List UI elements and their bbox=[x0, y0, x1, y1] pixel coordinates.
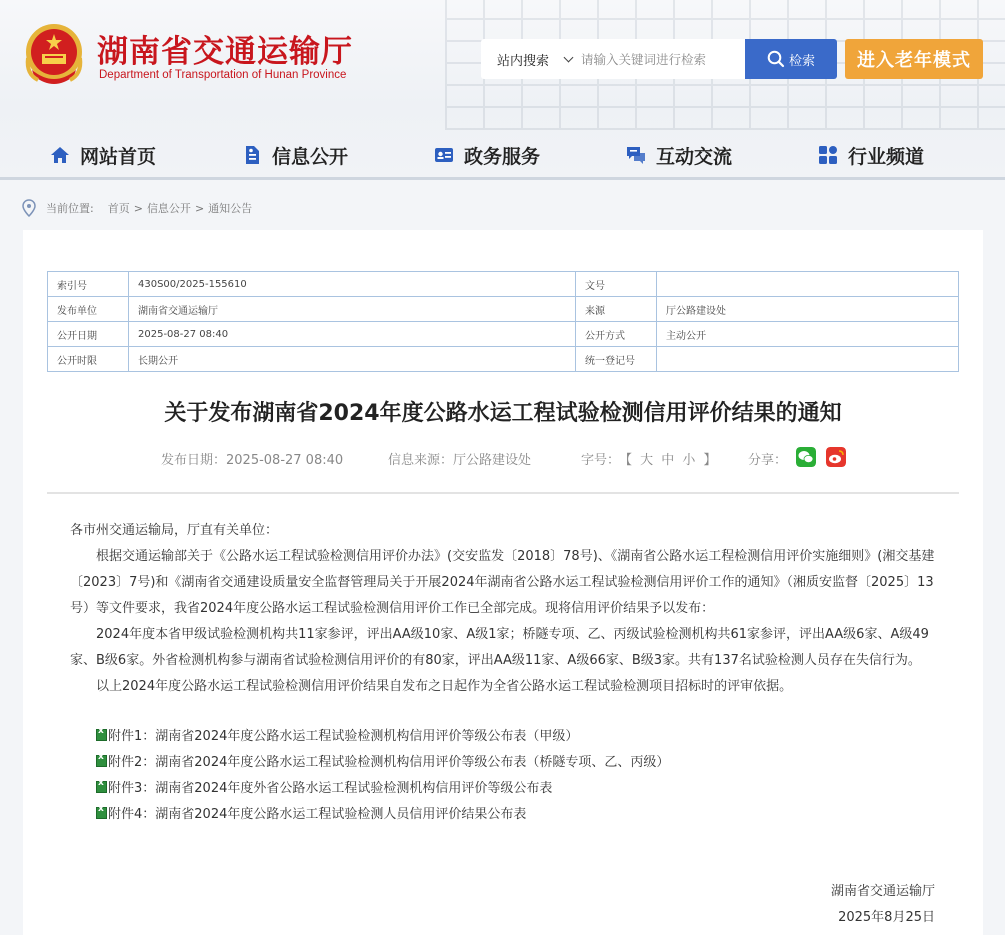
breadcrumb-separator: > bbox=[194, 201, 205, 215]
id-card-icon bbox=[434, 145, 454, 165]
document-meta-table bbox=[47, 271, 959, 372]
meta-key: 公开时限 bbox=[48, 347, 129, 372]
nav-item-home[interactable] bbox=[50, 138, 156, 172]
excel-file-icon bbox=[96, 729, 107, 741]
grid-icon bbox=[818, 145, 838, 165]
home-icon bbox=[50, 145, 70, 165]
breadcrumb-prefix: 当前位置: bbox=[46, 202, 94, 215]
nav-item-gov-services[interactable] bbox=[434, 138, 540, 172]
breadcrumb bbox=[22, 198, 256, 218]
meta-value bbox=[657, 272, 959, 297]
nav-item-label: 信息公开 bbox=[272, 145, 349, 168]
meta-key: 公开日期 bbox=[48, 322, 129, 347]
font-size-label: 字号： bbox=[581, 453, 621, 468]
breadcrumb-item-home[interactable]: 首页 bbox=[107, 202, 130, 215]
search-input[interactable] bbox=[581, 44, 741, 74]
document-icon bbox=[242, 145, 262, 165]
attachment-label: 附件1：湖南省2024年度公路水运工程试验检测机构信用评价等级公布表（甲级） bbox=[108, 729, 579, 744]
article-title: 关于发布湖南省2024年度公路水运工程试验检测信用评价结果的通知 bbox=[164, 401, 842, 426]
table-row bbox=[48, 322, 959, 347]
search-scope-label: 站内搜索 bbox=[497, 53, 550, 69]
attachment-label: 附件2：湖南省2024年度公路水运工程试验检测机构信用评价等级公布表（桥隧专项、乙、丙级） bbox=[108, 755, 670, 770]
nav-item-label: 互动交流 bbox=[656, 145, 733, 168]
nav-item-label: 政务服务 bbox=[464, 145, 541, 168]
meta-value: 2025-08-27 08:40 bbox=[129, 322, 576, 347]
attachment-link[interactable] bbox=[96, 777, 552, 796]
breadcrumb-item-info-disclosure[interactable]: 信息公开 bbox=[146, 202, 191, 215]
weibo-icon[interactable] bbox=[826, 447, 846, 467]
location-pin-icon bbox=[22, 199, 36, 217]
attachment-label: 附件3：湖南省2024年度外省公路水运工程试验检测机构信用评价等级公布表 bbox=[108, 781, 553, 796]
site-header bbox=[0, 0, 1005, 180]
meta-key: 索引号 bbox=[48, 272, 129, 297]
article-body bbox=[70, 518, 936, 700]
meta-value: 厅公路建设处 bbox=[657, 297, 959, 322]
article-panel bbox=[23, 230, 983, 935]
table-row bbox=[48, 297, 959, 322]
nav-item-label: 网站首页 bbox=[80, 145, 157, 168]
meta-key: 发布单位 bbox=[48, 297, 129, 322]
breadcrumb-item-notice[interactable]: 通知公告 bbox=[208, 202, 253, 215]
elder-mode-button[interactable]: 进入老年模式 bbox=[845, 39, 983, 79]
signature-date: 2025年8月25日 bbox=[838, 910, 935, 925]
share-label: 分享： bbox=[748, 453, 788, 468]
table-row bbox=[48, 347, 959, 372]
divider bbox=[47, 492, 959, 494]
nav-item-industry-channel[interactable] bbox=[818, 138, 924, 172]
nav-item-info-disclosure[interactable] bbox=[242, 138, 348, 172]
meta-key: 来源 bbox=[576, 297, 657, 322]
info-source: 信息来源：厅公路建设处 bbox=[388, 453, 532, 468]
article-salutation: 各市州交通运输局，厅直有关单位： bbox=[70, 523, 279, 538]
table-row bbox=[48, 272, 959, 297]
search-icon bbox=[767, 50, 785, 68]
nav-item-label: 行业频道 bbox=[848, 145, 925, 168]
meta-key: 公开方式 bbox=[576, 322, 657, 347]
search-button-label: 检索 bbox=[788, 53, 815, 69]
excel-file-icon bbox=[96, 807, 107, 819]
font-size-control[interactable]: 【 大 中 小 】 bbox=[619, 453, 719, 468]
meta-value bbox=[657, 347, 959, 372]
search-button[interactable] bbox=[745, 39, 837, 79]
meta-value: 430S00/2025-155610 bbox=[129, 272, 576, 297]
meta-key: 文号 bbox=[576, 272, 657, 297]
article-paragraph: 以上2024年度公路水运工程试验检测信用评价结果自发布之日起作为全省公路水运工程试验检测项目招标时的评审依据。 bbox=[96, 679, 793, 694]
site-logo-title[interactable]: 湖南省交通运输厅 bbox=[97, 34, 353, 70]
meta-value: 主动公开 bbox=[657, 322, 959, 347]
attachment-link[interactable] bbox=[96, 751, 669, 770]
article-paragraph: 2024年度本省甲级试验检测机构共11家参评，评出AA级10家、A级1家；桥隧专项、乙、丙级试验检测机构共61家参评，评出AA级6家、A级49家、B级6家。外省检测机构参与湖南省试验检测信用评价的有80家，评出AA级11家、A级66家、B级3家。共有137名试验检测人员存在失信行为。 bbox=[70, 627, 929, 668]
meta-key: 统一登记号 bbox=[576, 347, 657, 372]
attachment-label: 附件4：湖南省2024年度公路水运工程试验检测人员信用评价结果公布表 bbox=[108, 807, 527, 822]
main-nav bbox=[0, 138, 1005, 172]
site-logo-subtitle[interactable]: Department of Transportation of Hunan Province bbox=[99, 69, 347, 81]
meta-value: 湖南省交通运输厅 bbox=[129, 297, 576, 322]
breadcrumb-separator: > bbox=[133, 201, 143, 215]
attachment-link[interactable] bbox=[96, 803, 526, 822]
wechat-icon[interactable] bbox=[796, 447, 816, 467]
excel-file-icon bbox=[96, 781, 107, 793]
meta-value: 长期公开 bbox=[129, 347, 576, 372]
national-emblem-icon[interactable] bbox=[22, 22, 86, 88]
article-info-bar bbox=[23, 449, 983, 469]
site-search-box bbox=[481, 39, 837, 79]
excel-file-icon bbox=[96, 755, 107, 767]
chat-icon bbox=[626, 145, 646, 165]
search-scope-select[interactable] bbox=[481, 39, 577, 79]
publish-date: 发布日期：2025-08-27 08:40 bbox=[161, 453, 344, 468]
attachment-link[interactable] bbox=[96, 725, 578, 744]
article-paragraph: 根据交通运输部关于《公路水运工程试验检测信用评价办法》(交安监发〔2018〕78号)、《湖南省公路水运工程检测信用评价实施细则》(湘交基建〔2023〕7号)和《湖南省交通建设质量安全监督管理局关于开展2024年湖南省公路水运工程试验检测信用评价工作的通知》（湘质安监督〔2025〕13号）等文件要求，我省2024年度公路水运工程试验检测信用评价工作已全部完成。现将信用评价结果予以发布： bbox=[70, 549, 935, 616]
signature-org: 湖南省交通运输厅 bbox=[830, 884, 935, 899]
nav-item-interaction[interactable] bbox=[626, 138, 732, 172]
chevron-down-icon bbox=[564, 53, 574, 63]
